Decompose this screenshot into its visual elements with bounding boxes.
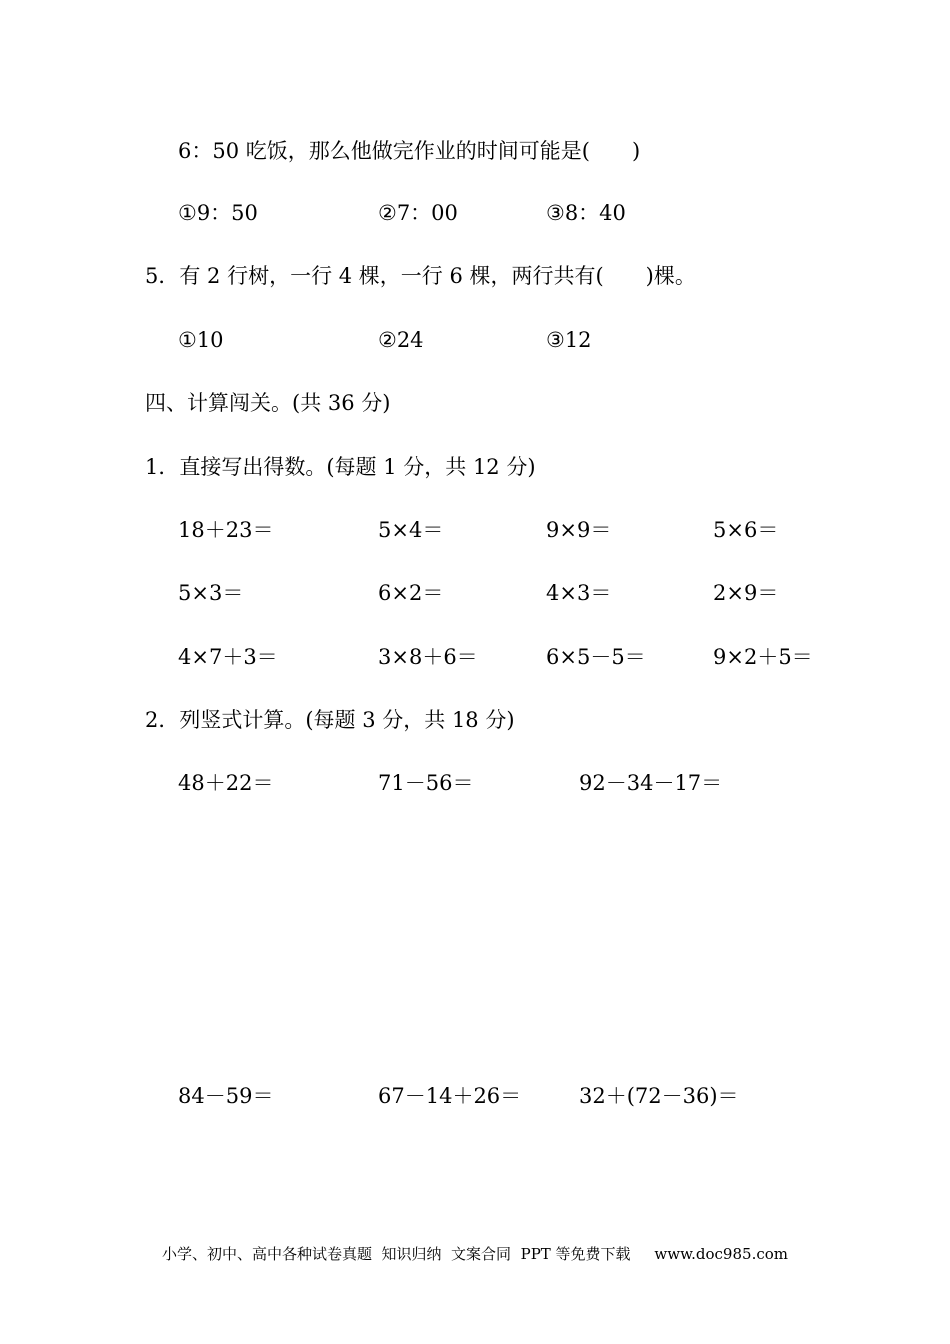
part-2-title: 2．列竖式计算。(每题 3 分，共 18 分) [145,708,515,732]
oral-calc-item: 9×2＋5＝ [713,645,813,669]
oral-calc-item: 9×9＝ [546,518,612,542]
oral-calc-item: 3×8＋6＝ [378,645,478,669]
oral-calc-item: 5×3＝ [178,581,244,605]
oral-calc-item: 4×7＋3＝ [178,645,278,669]
page-footer: 小学、初中、高中各种试卷真题 知识归纳 文案合同 PPT 等免费下载 www.doc985.com [161,1245,788,1263]
oral-calc-item: 18＋23＝ [178,518,274,542]
q5-question: 5．有 2 行树，一行 4 棵，一行 6 棵，两行共有( )棵。 [145,264,696,288]
oral-calc-item: 6×5－5＝ [546,645,646,669]
vertical-calc-item: 92－34－17＝ [579,771,723,795]
oral-calc-item: 5×6＝ [713,518,779,542]
q5-option-3: ③12 [546,328,592,352]
q4-option-3: ③8：40 [546,201,626,225]
section-4-title: 四、计算闯关。(共 36 分) [145,391,391,415]
q5-option-1: ①10 [178,328,224,352]
vertical-calc-item: 84－59＝ [178,1084,274,1108]
vertical-calc-item: 71－56＝ [378,771,474,795]
part-1-title: 1．直接写出得数。(每题 1 分，共 12 分) [145,455,536,479]
oral-calc-item: 4×3＝ [546,581,612,605]
vertical-calc-item: 67－14＋26＝ [378,1084,522,1108]
vertical-calc-item: 48＋22＝ [178,771,274,795]
q5-option-2: ②24 [378,328,424,352]
vertical-calc-item: 32＋(72－36)＝ [579,1084,739,1108]
oral-calc-item: 2×9＝ [713,581,779,605]
q4-option-2: ②7：00 [378,201,458,225]
q4-continuation: 6：50 吃饭，那么他做完作业的时间可能是( ) [178,139,641,163]
oral-calc-item: 5×4＝ [378,518,444,542]
q4-option-1: ①9：50 [178,201,258,225]
oral-calc-item: 6×2＝ [378,581,444,605]
